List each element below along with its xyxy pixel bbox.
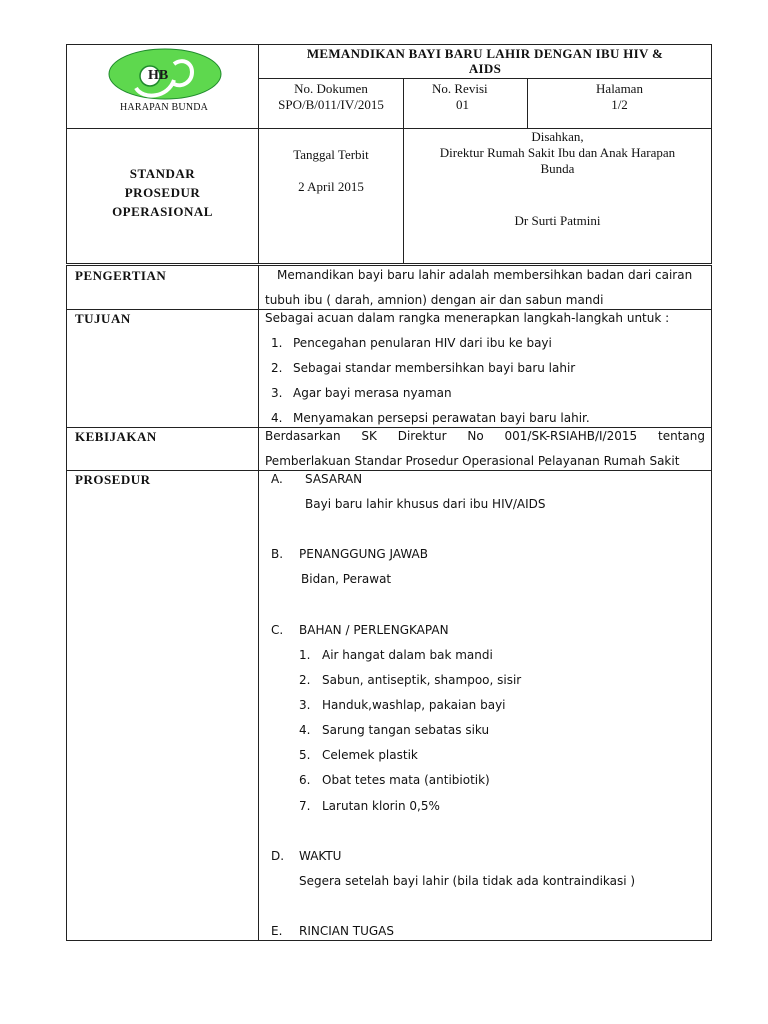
revision-value: 01 bbox=[456, 97, 469, 112]
revision-label: No. Revisi bbox=[432, 81, 488, 96]
revision-cell bbox=[432, 81, 526, 113]
list-number: 1. bbox=[271, 336, 283, 350]
kebijakan-label: KEBIJAKAN bbox=[75, 429, 157, 444]
list-number: 1. bbox=[299, 648, 311, 662]
approver-name: Dr Surti Patmini bbox=[514, 213, 601, 228]
section-a-title: SASARAN bbox=[305, 472, 363, 486]
issue-date-label: Tanggal Terbit bbox=[293, 147, 369, 162]
section-letter: A. bbox=[271, 472, 283, 486]
page-cell bbox=[528, 81, 711, 113]
approved-label: Disahkan, bbox=[531, 129, 584, 144]
section-letter: D. bbox=[271, 849, 285, 863]
approver-title-line-1: Direktur Rumah Sakit Ibu dan Anak Harapan bbox=[439, 145, 676, 160]
kebijakan-word: 001/SK-RSIAHB/I/2015 bbox=[504, 429, 638, 443]
spo-label bbox=[67, 164, 258, 221]
prosedur-label: PROSEDUR bbox=[75, 472, 151, 487]
list-text: Handuk,washlap, pakaian bayi bbox=[322, 698, 506, 712]
issue-date-cell bbox=[259, 147, 403, 195]
kebijakan-word: tentang bbox=[657, 429, 705, 443]
section-c-title: BAHAN / PERLENGKAPAN bbox=[299, 623, 449, 637]
kebijakan-word: Berdasarkan bbox=[265, 429, 341, 443]
section-e-title: RINCIAN TUGAS bbox=[299, 924, 395, 938]
document-title bbox=[259, 45, 711, 76]
list-text: Larutan klorin 0,5% bbox=[322, 799, 440, 813]
title-line-2: AIDS bbox=[468, 61, 502, 76]
list-number: 6. bbox=[299, 773, 311, 787]
kebijakan-word: Direktur bbox=[397, 429, 447, 443]
list-number: 3. bbox=[299, 698, 311, 712]
spo-line-1: STANDAR bbox=[129, 166, 196, 181]
tujuan-intro: Sebagai acuan dalam rangka menerapkan langkah-langkah untuk : bbox=[265, 311, 670, 325]
title-line-1: MEMANDIKAN BAYI BARU LAHIR DENGAN IBU HIV & bbox=[306, 46, 664, 61]
list-text: Air hangat dalam bak mandi bbox=[322, 648, 493, 662]
list-number: 7. bbox=[299, 799, 311, 813]
list-text: Celemek plastik bbox=[322, 748, 418, 762]
list-number: 2. bbox=[271, 361, 283, 375]
section-letter: B. bbox=[271, 547, 284, 561]
list-number: 3. bbox=[271, 386, 283, 400]
doc-number-value: SPO/B/011/IV/2015 bbox=[278, 97, 384, 112]
section-letter: E. bbox=[271, 924, 283, 938]
section-b-text: Bidan, Perawat bbox=[301, 572, 392, 586]
tujuan-label: TUJUAN bbox=[75, 311, 131, 326]
hospital-name: HARAPAN BUNDA bbox=[120, 102, 209, 113]
list-text: Sabun, antiseptik, shampoo, sisir bbox=[322, 673, 522, 687]
list-number: 2. bbox=[299, 673, 311, 687]
list-text: Agar bayi merasa nyaman bbox=[293, 386, 452, 400]
section-d-title: WAKTU bbox=[299, 849, 342, 863]
kebijakan-line-1 bbox=[265, 430, 705, 442]
pengertian-label: PENGERTIAN bbox=[75, 268, 167, 283]
list-text: Pencegahan penularan HIV dari ibu ke bayi bbox=[293, 336, 552, 350]
list-text: Sebagai standar membersihkan bayi baru lahir bbox=[293, 361, 576, 375]
issue-date-value: 2 April 2015 bbox=[298, 179, 364, 194]
list-text: Menyamakan persepsi perawatan bayi baru lahir. bbox=[293, 411, 590, 425]
approval-cell bbox=[404, 129, 711, 229]
spo-line-2: PROSEDUR bbox=[124, 185, 201, 200]
section-b-title: PENANGGUNG JAWAB bbox=[299, 547, 428, 561]
pengertian-line-2: tubuh ibu ( darah, amnion) dengan air dan sabun mandi bbox=[265, 293, 604, 307]
page-label: Halaman bbox=[596, 81, 643, 96]
section-d-text: Segera setelah bayi lahir (bila tidak ada kontraindikasi ) bbox=[299, 874, 636, 888]
kebijakan-line-2: Pemberlakuan Standar Prosedur Operasional Pelayanan Rumah Sakit bbox=[265, 454, 680, 468]
hospital-logo bbox=[108, 48, 222, 100]
kebijakan-word: No bbox=[467, 429, 484, 443]
list-text: Obat tetes mata (antibiotik) bbox=[322, 773, 490, 787]
logo-text: HB bbox=[148, 68, 169, 83]
list-number: 5. bbox=[299, 748, 311, 762]
section-letter: C. bbox=[271, 623, 284, 637]
pengertian-line-1: Memandikan bayi baru lahir adalah membersihkan badan dari cairan bbox=[277, 268, 693, 282]
kebijakan-word: SK bbox=[361, 429, 377, 443]
section-a-text: Bayi baru lahir khusus dari ibu HIV/AIDS bbox=[305, 497, 546, 511]
list-number: 4. bbox=[271, 411, 283, 425]
approver-title-line-2: Bunda bbox=[540, 161, 575, 176]
list-text: Sarung tangan sebatas siku bbox=[322, 723, 490, 737]
doc-number-cell bbox=[259, 81, 403, 113]
spo-line-3: OPERASIONAL bbox=[112, 204, 213, 219]
page-value: 1/2 bbox=[611, 97, 628, 112]
doc-number-label: No. Dokumen bbox=[294, 81, 368, 96]
list-number: 4. bbox=[299, 723, 311, 737]
